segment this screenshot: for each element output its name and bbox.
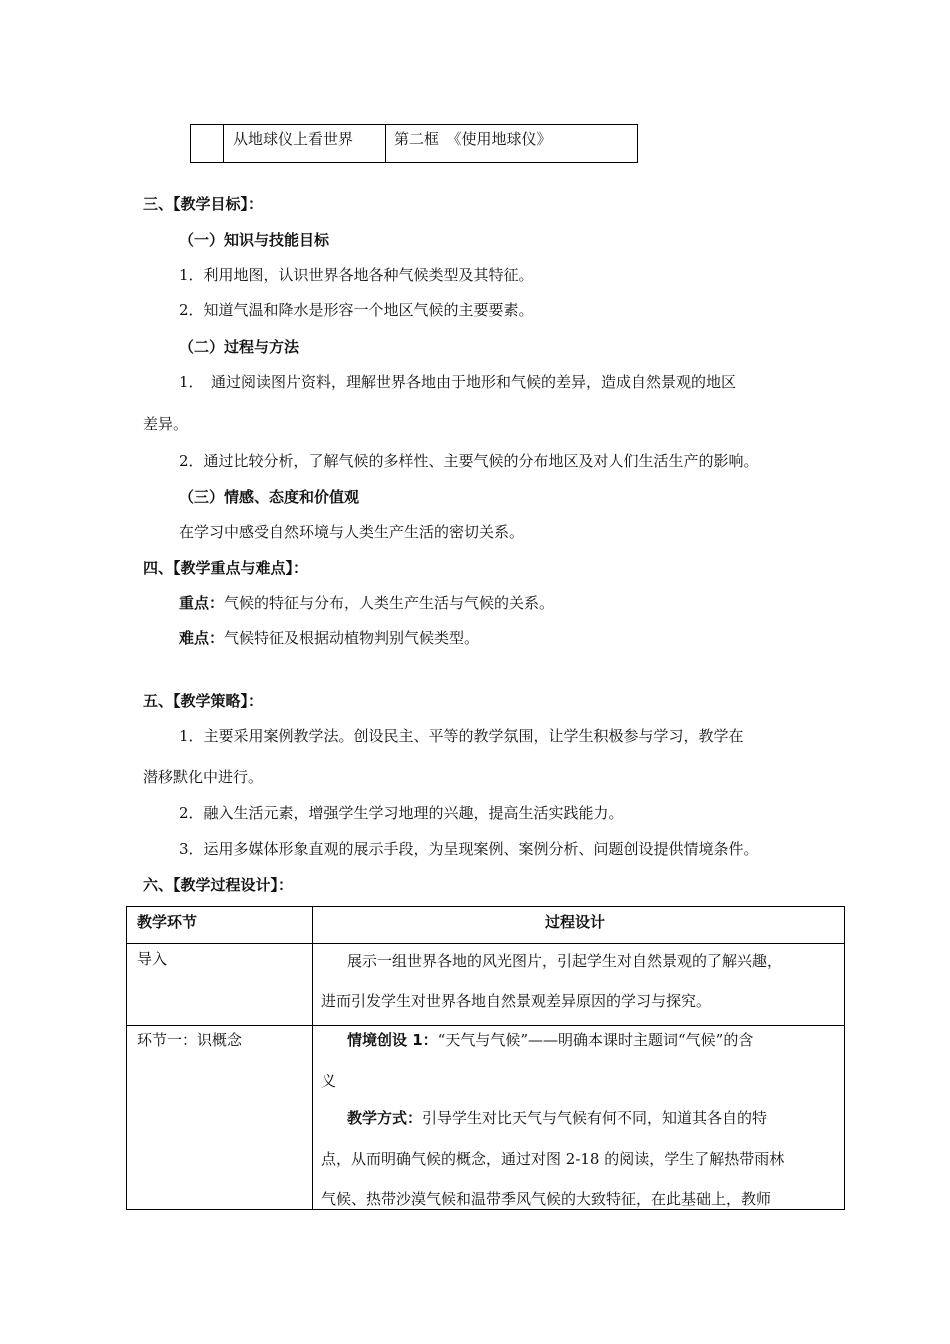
table-row1-stage: 导入 [137,950,168,968]
section-3-item1: 1．利用地图，认识世界各地各种气候类型及其特征。 [179,266,534,284]
section-3-sub2: （二）过程与方法 [179,338,300,356]
section-5-item1-line2: 潜移默化中进行。 [143,768,264,786]
process-table-row2-col1 [127,1026,313,1210]
top-table-unit-text: 从地球仪上看世界 [233,130,354,148]
method-text: 引导学生对比天气与气候有何不同，知道其各自的特 [422,1109,768,1127]
section-3-item3-line2: 差异。 [143,415,189,433]
key-points-line [179,592,554,613]
section-3-item2: 2．知道气温和降水是形容一个地区气候的主要要素。 [179,301,534,319]
table-row1-line1: 展示一组世界各地的风光图片，引起学生对自然景观的了解兴趣， [347,952,783,970]
scenario-label: 情境创设 1： [347,1031,438,1049]
section-5-heading: 五、【教学策略】： [143,692,264,710]
table-row1-line2: 进而引发学生对世界各地自然景观差异原因的学习与探究。 [321,992,712,1010]
section-5-item2: 2．融入生活元素，增强学生学习地理的兴趣，提高生活实践能力。 [179,804,624,822]
section-5-item1-line1: 1．主要采用案例教学法。创设民主、平等的教学氛围，让学生积极参与学习，教学在 [179,727,744,745]
section-3-sub3: （三）情感、态度和价值观 [179,488,360,506]
key-points-label: 重点： [179,594,225,612]
section-3-heading: 三、【教学目标】： [143,195,264,213]
table-row2-stage: 环节一：识概念 [137,1031,243,1049]
section-3-item3-line1: 1． 通过阅读图片资料，理解世界各地由于地形和气候的差异，造成自然景观的地区 [179,373,737,391]
table-row2-line4: 点，从而明确气候的概念，通过对图 2-18 的阅读，学生了解热带雨林 [321,1150,785,1168]
table-row2-line5: 气候、热带沙漠气候和温带季风气候的大致特征，在此基础上，教师 [321,1190,772,1208]
table-header-design: 过程设计 [545,913,606,931]
table-row2-line1 [347,1029,753,1050]
section-4-heading: 四、【教学重点与难点】： [143,559,309,577]
section-3-sub1: （一）知识与技能目标 [179,231,330,249]
difficult-points-line [179,627,479,648]
difficult-points-label: 难点： [179,629,225,647]
table-header-stage: 教学环节 [137,913,198,931]
section-5-item3: 3．运用多媒体形象直观的展示手段，为呈现案例、案例分析、问题创设提供情境条件。 [179,840,759,858]
scenario-text: “天气与气候”——明确本课时主题词“气候”的含 [437,1031,754,1049]
top-table-cell-empty [191,125,224,163]
section-6-heading: 六、【教学过程设计】： [143,876,294,894]
table-row2-line2: 义 [321,1072,337,1090]
table-row2-line3 [347,1107,767,1128]
difficult-points-text: 气候特征及根据动植物判别气候类型。 [224,629,480,647]
key-points-text: 气候的特征与分布，人类生产生活与气候的关系。 [224,594,555,612]
section-3-item4: 2．通过比较分析，了解气候的多样性、主要气候的分布地区及对人们生活生产的影响。 [179,452,759,470]
section-3-item5: 在学习中感受自然环境与人类生产生活的密切关系。 [179,523,525,541]
top-table-lesson-text: 第二框 《使用地球仪》 [394,130,552,148]
method-label: 教学方式： [347,1109,423,1127]
